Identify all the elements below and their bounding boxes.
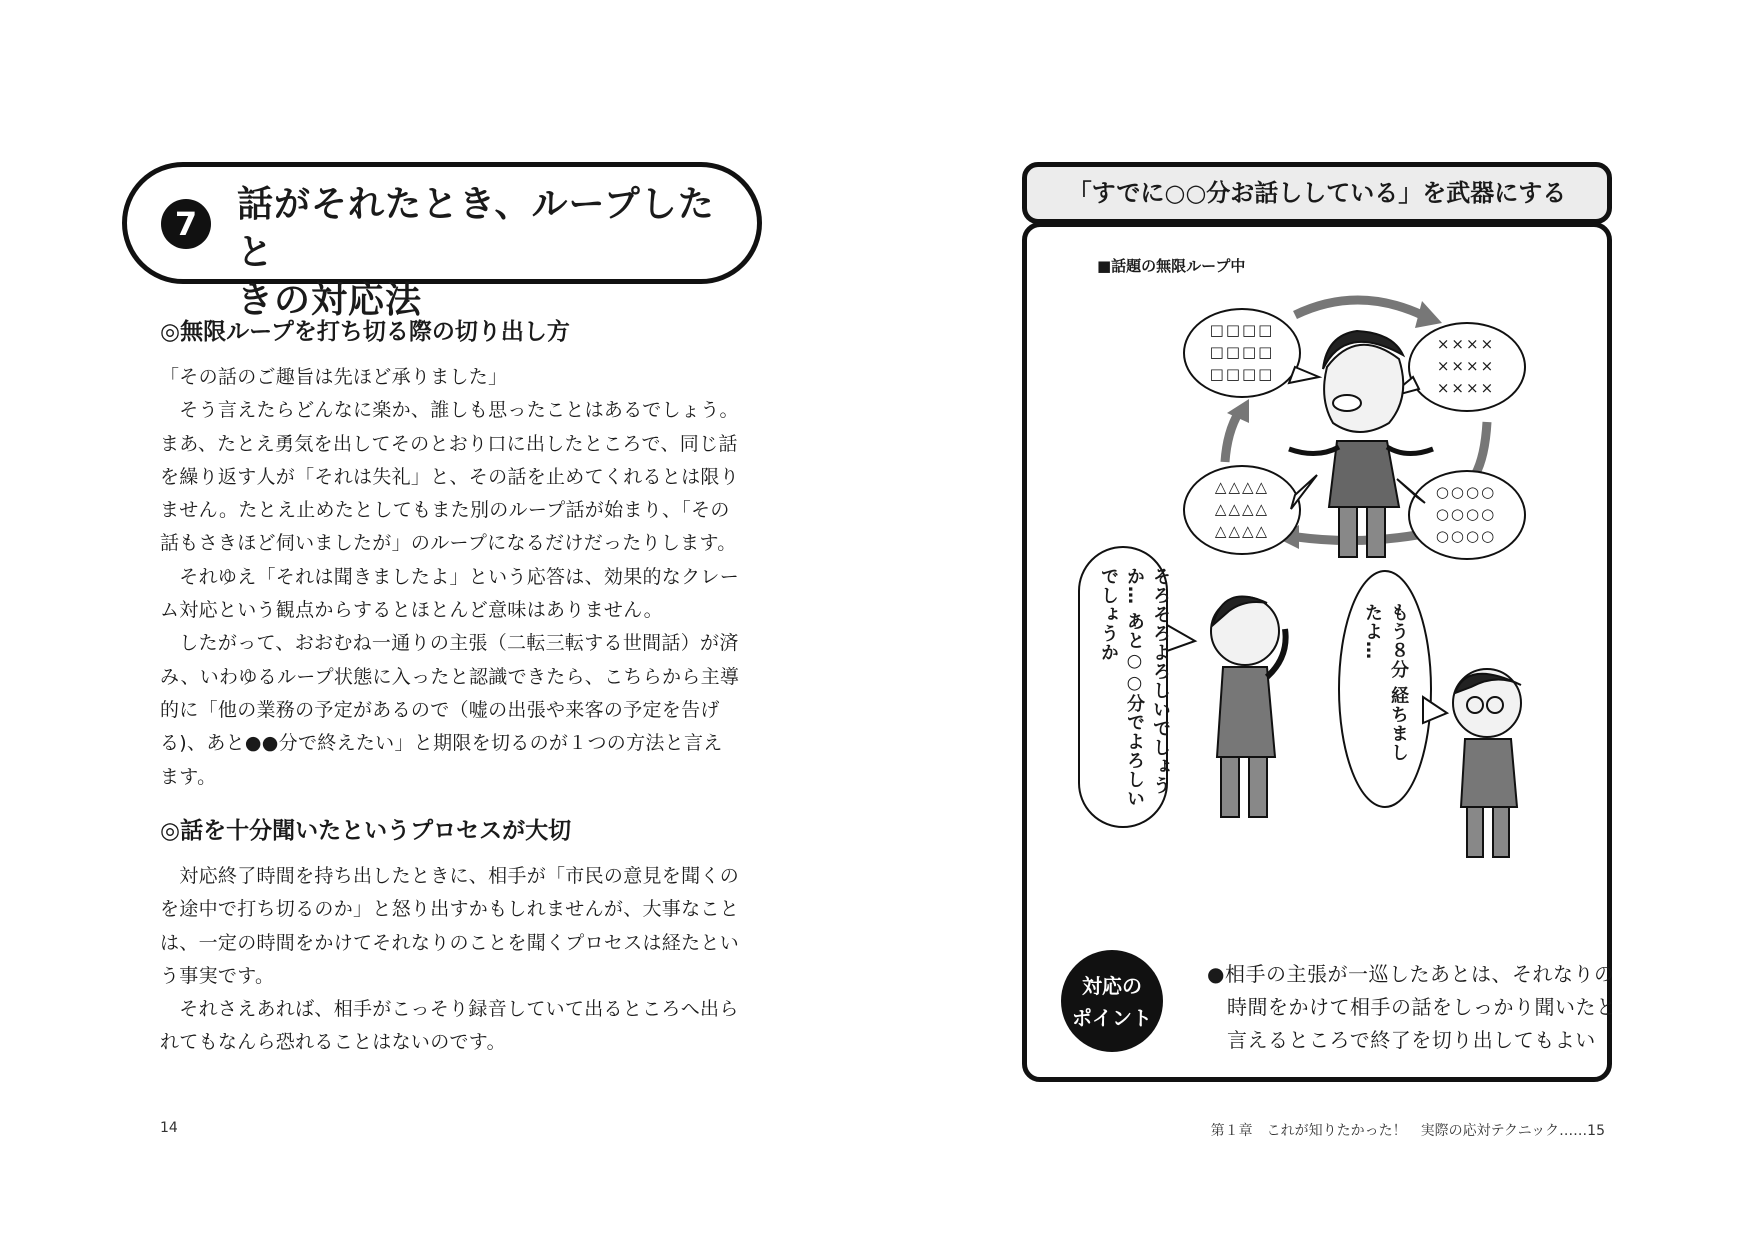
- arrow-left: [1225, 412, 1239, 462]
- point-line: 言えるところで終了を切り出してもよい: [1227, 1028, 1596, 1052]
- text-line: 対応終了時間を持ち出したときに、相手が「市民の意見を聞くの: [160, 865, 740, 887]
- bubble-line: △△△△: [1214, 522, 1270, 540]
- staff-speech-text: [1095, 567, 1173, 817]
- bubble-text-circles: [1409, 481, 1523, 547]
- bubble-line: □□□□: [1209, 343, 1275, 361]
- point-text: [1207, 958, 1617, 1057]
- section-title: [237, 181, 747, 325]
- bubble-line: ○○○○: [1435, 505, 1497, 523]
- text-line: ム対応という観点からするとほとんど意味はありません。: [160, 599, 663, 622]
- staff-figure: [1211, 597, 1286, 817]
- tip-header-text: 「すでに○○分お話ししている」を武器にする: [1067, 179, 1567, 207]
- customer-speech-col2: 経ちましたよ…: [1362, 603, 1409, 763]
- section-title-box: [122, 162, 762, 321]
- text-line: れてもなんら恐れることはないのです。: [160, 1031, 506, 1054]
- bubble-text-crosses: [1409, 333, 1523, 399]
- text-line: を繰り返す人が「それは失礼」と、その話を止めてくれるとは限り: [160, 465, 740, 488]
- bubble-line: ××××: [1436, 357, 1496, 375]
- customer-speech-text: [1359, 603, 1411, 773]
- bubble-line: △△△△: [1214, 478, 1270, 496]
- text-line: は、一定の時間をかけてそれなりのことを聞くプロセスは経たとい: [160, 931, 740, 954]
- arrow-top: [1295, 300, 1422, 315]
- bubble-line: ○○○○: [1435, 483, 1497, 501]
- text-line: そう言えたらどんなに楽か、誰しも思ったことはあるでしょう。: [160, 399, 739, 422]
- text-line: 「その話のご趣旨は先ほど承りました」: [160, 366, 508, 388]
- text-line: ません。たとえ止めたとしてもまた別のループ話が始まり、「その: [160, 499, 730, 522]
- point-line: 時間をかけて相手の話をしっかり聞いたと: [1227, 995, 1617, 1019]
- bubble-line: ○○○○: [1435, 527, 1497, 545]
- staff-speech-col1: そろそろよろしいでしょうか…: [1124, 567, 1171, 795]
- text-line: まあ、たとえ勇気を出してそのとおり口に出したところで、同じ話: [160, 432, 738, 455]
- point-badge: [1061, 950, 1163, 1052]
- staff-speech-col2: あと○○分でよろしいでしょうか: [1098, 567, 1145, 809]
- text-line: を途中で打ち切るのか」と怒り出すかもしれませんが、大事なこと: [160, 898, 740, 921]
- bubble-line: △△△△: [1214, 500, 1270, 518]
- tip-header-bar: [1022, 162, 1612, 224]
- bubble-text-triangles: [1185, 476, 1299, 542]
- paragraph-block-1: [160, 361, 740, 794]
- paragraph-block-2: [160, 860, 740, 1060]
- customer-speech-col1: もう８分: [1388, 603, 1409, 679]
- text-line: ます。: [160, 765, 217, 788]
- section-number-badge: 7: [161, 199, 211, 249]
- section-title-line1: 話がそれたとき、ループしたと: [237, 184, 715, 273]
- bubble-text-squares: [1185, 319, 1299, 385]
- text-line: 話もさきほど伺いましたが」のループになるだけだったりします。: [160, 532, 737, 555]
- arrow-right: [1475, 422, 1487, 475]
- bubble-line: □□□□: [1209, 365, 1275, 383]
- bubble-line: ××××: [1436, 379, 1496, 397]
- illustration-label: ■話題の無限ループ中: [1097, 257, 1246, 275]
- text-line: み、いわゆるループ状態に入ったと認識できたら、こちらから主導: [160, 665, 740, 688]
- point-line: ●相手の主張が一巡したあとは、それなりの: [1207, 962, 1615, 986]
- page-number-left: 14: [160, 1120, 178, 1136]
- bubble-line: ××××: [1436, 335, 1496, 353]
- text-line: したがって、おおむね一通りの主張（二転三転する世間話）が済: [160, 632, 739, 655]
- text-line: 的に「他の業務の予定があるので（嘘の出張や来客の予定を告げ: [160, 698, 720, 721]
- section-title-line2: きの対応法: [237, 280, 423, 321]
- subheading-1: ◎無限ループを打ち切る際の切り出し方: [160, 319, 570, 345]
- customer-figure: [1453, 669, 1521, 857]
- bubble-line: □□□□: [1209, 321, 1275, 339]
- point-badge-line2: ポイント: [1072, 1006, 1152, 1030]
- text-line: う事実です。: [160, 964, 275, 987]
- text-line: それゆえ「それは聞きましたよ」という応答は、効果的なクレー: [160, 565, 740, 588]
- text-line: それさえあれば、相手がこっそり録音していて出るところへ出ら: [160, 998, 739, 1021]
- point-badge-line1: 対応の: [1082, 974, 1142, 998]
- subheading-2: ◎話を十分聞いたというプロセスが大切: [160, 818, 572, 844]
- text-line: る)、あと●●分で終えたい」と期限を切るのが１つの方法と言え: [160, 732, 723, 755]
- running-footer-right: 第１章 これが知りたかった！ 実際の応対テクニック……15: [1210, 1123, 1605, 1139]
